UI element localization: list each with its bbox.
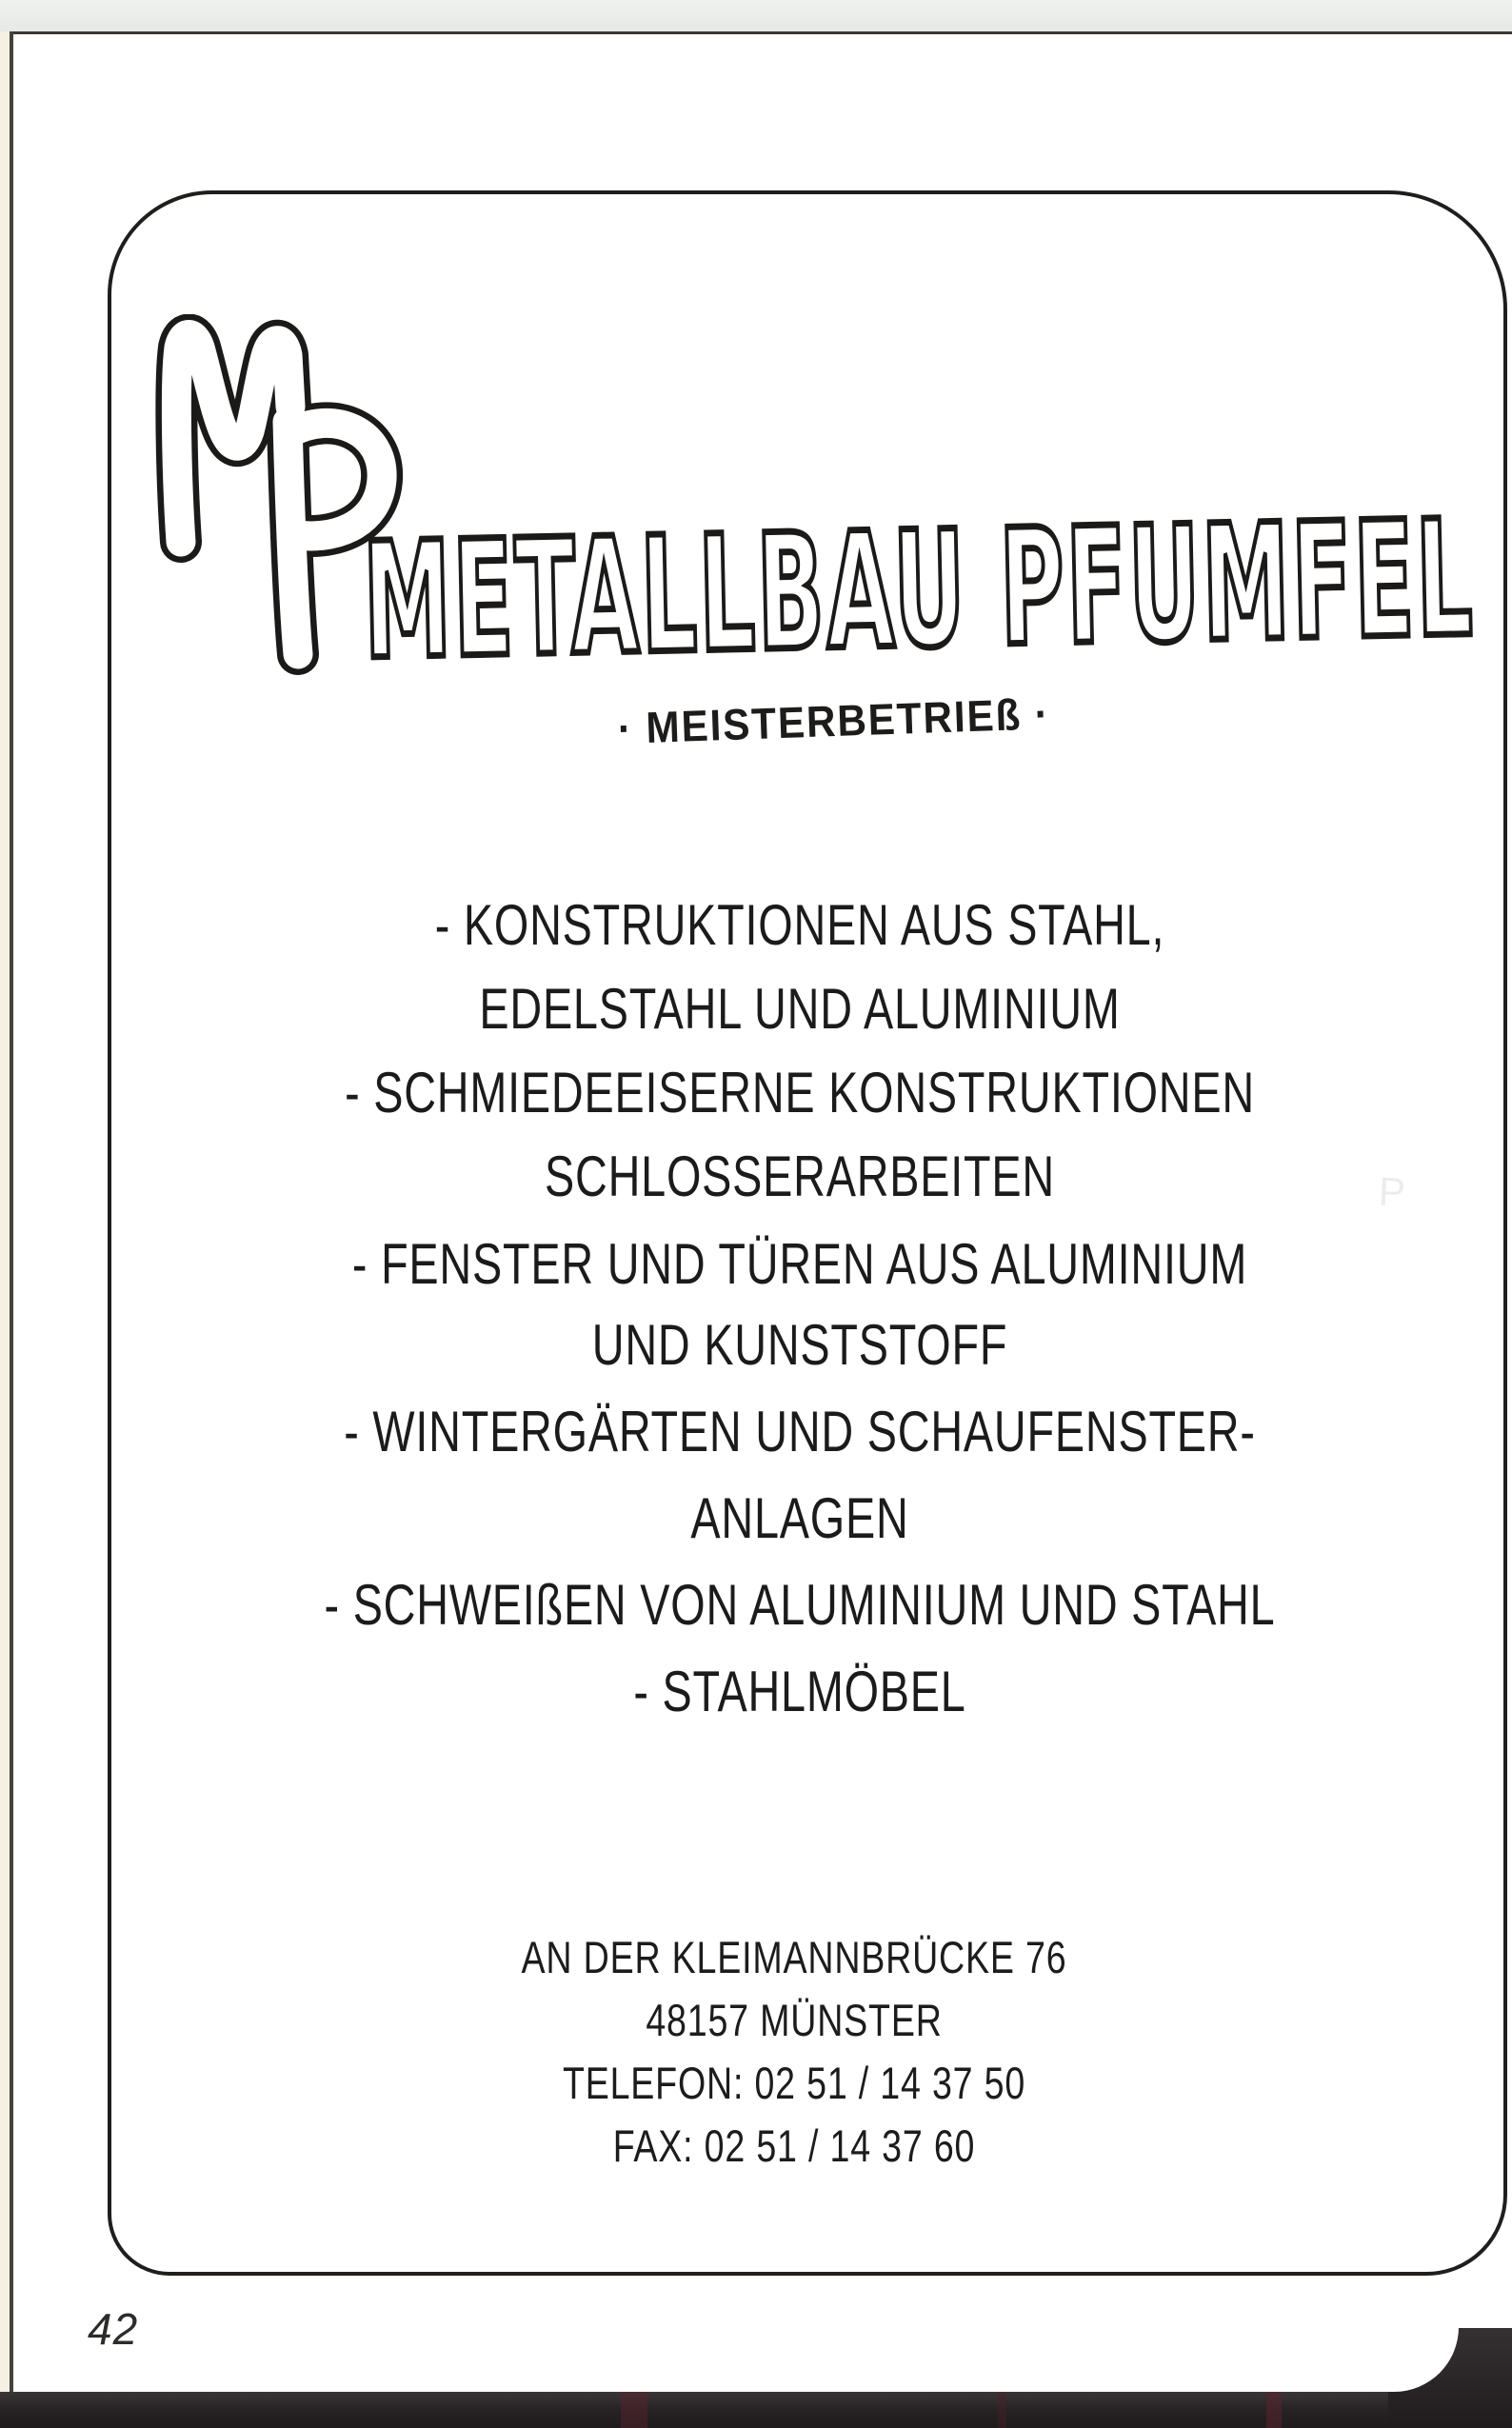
scanner-bed-top-strip xyxy=(0,0,1512,34)
service-line: - STAHLMÖBEL xyxy=(633,1660,966,1723)
service-line: SCHLOSSERARBEITEN xyxy=(544,1144,1055,1208)
service-line: - SCHMIEDEEISERNE KONSTRUKTIONEN xyxy=(345,1061,1255,1124)
scan-streak xyxy=(998,2392,1006,2428)
page-fold-edge xyxy=(0,31,10,2428)
service-line: - SCHWEIßEN VON ALUMINIUM UND STAHL xyxy=(324,1573,1276,1637)
address-city: 48157 MÜNSTER xyxy=(646,1995,943,2045)
scan-streak xyxy=(1266,2392,1282,2428)
company-name xyxy=(361,480,1512,695)
address-street: AN DER KLEIMANNBRÜCKE 76 xyxy=(521,1932,1067,1982)
showthrough-mark: P xyxy=(1377,1168,1407,1215)
tagline-text: · MEISTERBETRIEß · xyxy=(617,688,1051,753)
service-line: - WINTERGÄRTEN UND SCHAUFENSTER- xyxy=(344,1400,1256,1463)
page-number: 42 xyxy=(88,2304,139,2354)
service-line: EDELSTAHL UND ALUMINIUM xyxy=(479,977,1121,1041)
company-name-text: METALLBAU PFUMFEL xyxy=(361,485,1477,695)
service-line: - KONSTRUKTIONEN AUS STAHL, xyxy=(434,893,1165,957)
scanner-bed-bottom-strip xyxy=(0,2392,1512,2428)
scan-streak xyxy=(621,2392,647,2428)
service-line: ANLAGEN xyxy=(690,1486,909,1550)
page-fold-line xyxy=(10,31,13,2396)
service-line: UND KUNSTSTOFF xyxy=(591,1313,1008,1377)
page-rounded-corner xyxy=(1312,2280,1459,2392)
address-phone: TELEFON: 02 51 / 14 37 50 xyxy=(562,2058,1026,2108)
service-line: - FENSTER UND TÜREN AUS ALUMINIUM xyxy=(351,1232,1248,1296)
address-fax: FAX: 02 51 / 14 37 60 xyxy=(612,2120,976,2171)
